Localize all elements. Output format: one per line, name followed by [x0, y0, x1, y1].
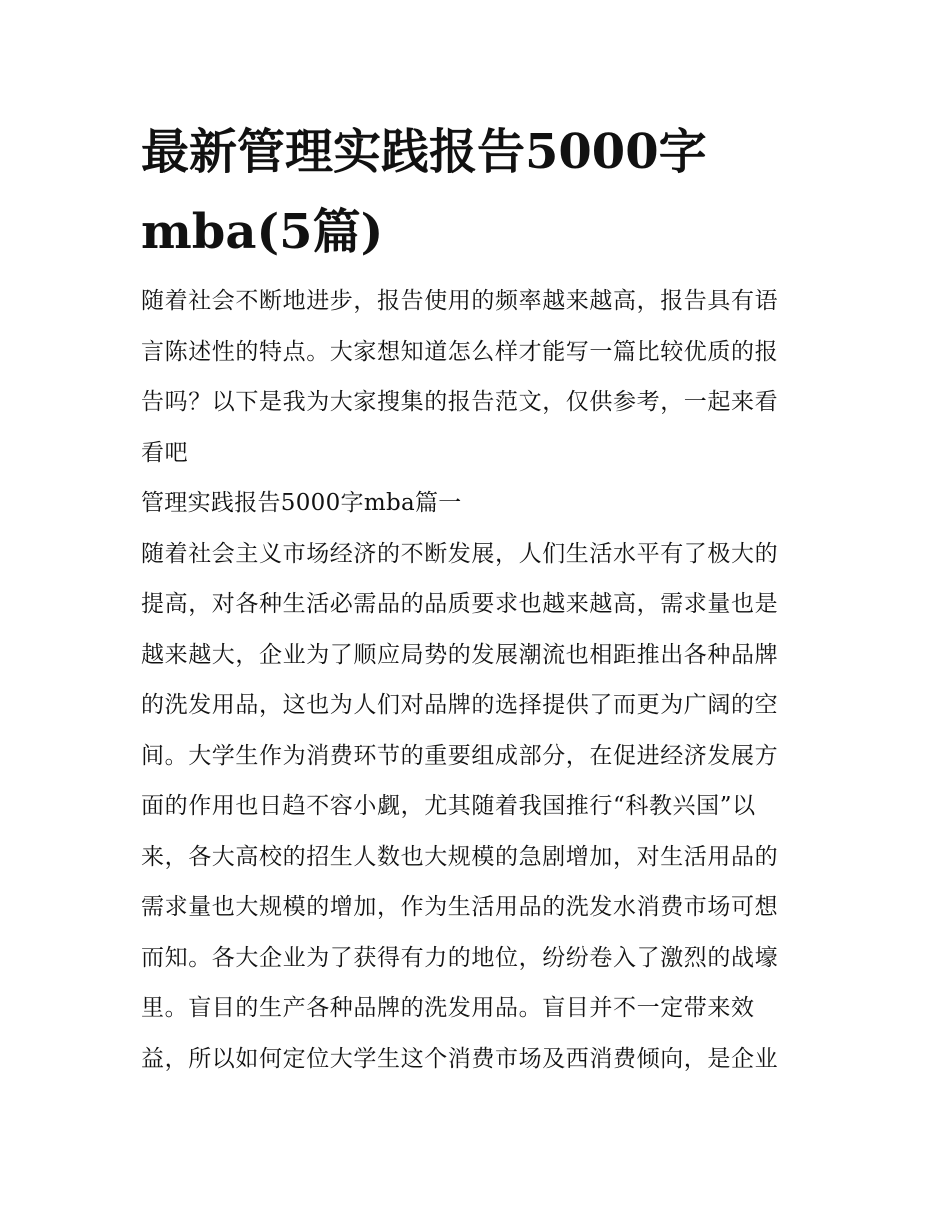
intro-line: 看吧	[141, 439, 189, 466]
intro-line: 告吗？以下是我为大家搜集的报告范文，仅供参考，一起来看	[141, 389, 779, 415]
intro-line: 言陈述性的特点。大家想知道怎么样才能写一篇比较优质的报	[141, 338, 779, 365]
section-line: 间。大学生作为消费环节的重要组成部分，在促进经济发展方	[141, 742, 779, 769]
title-line: 最新管理实践报告5000字	[141, 124, 707, 180]
intro-paragraph	[141, 276, 813, 478]
document-content	[141, 112, 813, 1084]
section-line: 需求量也大规模的增加，作为生活用品的洗发水消费市场可想	[141, 894, 779, 920]
section-line: 的洗发用品，这也为人们对品牌的选择提供了而更为广阔的空	[141, 692, 779, 718]
section-line: 随着社会主义市场经济的不断发展，人们生活水平有了极大的	[141, 540, 779, 567]
title-line: mba(5篇)	[141, 204, 384, 260]
section-line: 来，各大高校的招生人数也大规模的急剧增加，对生活用品的	[141, 843, 779, 870]
document-title	[141, 112, 813, 272]
document-body	[141, 276, 813, 1084]
intro-line: 随着社会不断地进步，报告使用的频率越来越高，报告具有语	[141, 288, 779, 314]
section-line: 益，所以如何定位大学生这个消费市场及西消费倾向，是企业	[141, 1045, 779, 1072]
section-line: 里。盲目的生产各种品牌的洗发用品。盲目并不一定带来效	[141, 995, 755, 1021]
section-line: 而知。各大企业为了获得有力的地位，纷纷卷入了激烈的战壕	[141, 944, 779, 971]
section-line: 面的作用也日趋不容小觑，尤其随着我国推行“科教兴国”以	[141, 793, 756, 819]
section-paragraph	[141, 529, 813, 1085]
section-line: 越来越大，企业为了顺应局势的发展潮流也相距推出各种品牌	[141, 641, 779, 668]
section-heading: 管理实践报告5000字mba篇一	[141, 490, 462, 516]
section-line: 提高，对各种生活必需品的品质要求也越来越高，需求量也是	[141, 591, 779, 617]
